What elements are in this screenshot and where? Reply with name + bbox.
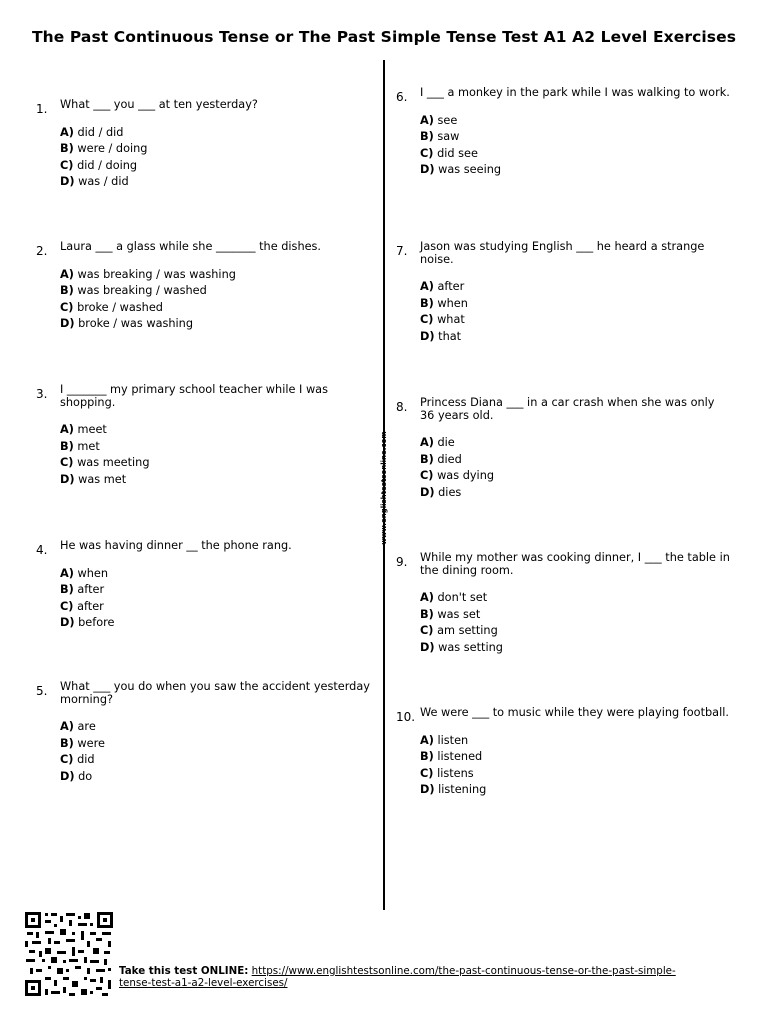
question-text: Laura ___ a glass while she _______ the dishes. bbox=[60, 240, 322, 253]
question-text: He was having dinner __ the phone rang. bbox=[60, 539, 292, 552]
question-number: 1. bbox=[36, 102, 48, 116]
question-text: What ___ you ___ at ten yesterday? bbox=[60, 98, 258, 111]
option-b[interactable]: B) listened bbox=[420, 750, 483, 763]
question-number: 6. bbox=[396, 90, 408, 104]
question-number: 3. bbox=[36, 387, 48, 401]
option-d[interactable]: D) dies bbox=[420, 485, 462, 499]
question-text: While my mother was cooking dinner, I ___ the table in the dining room. bbox=[420, 551, 730, 577]
question-number: 2. bbox=[36, 244, 48, 258]
option-b[interactable]: B) saw bbox=[420, 130, 460, 143]
question-2 bbox=[36, 240, 370, 333]
question-1 bbox=[36, 98, 370, 191]
question-number: 4. bbox=[36, 543, 48, 557]
question-8 bbox=[396, 396, 730, 501]
option-a[interactable]: A) was breaking / was washing bbox=[60, 267, 236, 281]
option-d[interactable]: D) was met bbox=[60, 472, 127, 486]
option-b[interactable]: B) was set bbox=[420, 607, 481, 621]
option-c[interactable]: C) am setting bbox=[420, 624, 498, 637]
side-website-link: www.englishtestsonline.com bbox=[380, 431, 388, 545]
option-c[interactable]: C) broke / washed bbox=[60, 300, 163, 314]
option-c[interactable]: C) did bbox=[60, 753, 95, 766]
option-d[interactable]: D) was / did bbox=[60, 175, 129, 188]
option-b[interactable]: B) were / doing bbox=[60, 142, 148, 155]
option-c[interactable]: C) did see bbox=[420, 146, 478, 160]
question-text: Princess Diana ___ in a car crash when she was only 36 years old. bbox=[420, 396, 715, 422]
option-b[interactable]: B) after bbox=[60, 583, 105, 596]
option-a[interactable]: A) did / did bbox=[60, 125, 124, 139]
option-c[interactable]: C) was meeting bbox=[60, 456, 150, 469]
option-a[interactable]: A) listen bbox=[420, 733, 469, 747]
option-b[interactable]: B) was breaking / washed bbox=[60, 284, 207, 297]
question-text: I ___ a monkey in the park while I was walking to work. bbox=[420, 86, 730, 99]
option-a[interactable]: A) die bbox=[420, 436, 455, 449]
question-text: We were ___ to music while they were playing football. bbox=[420, 706, 729, 719]
option-b[interactable]: B) were bbox=[60, 736, 105, 750]
question-5 bbox=[36, 680, 370, 785]
option-a[interactable]: A) meet bbox=[60, 423, 107, 436]
question-9 bbox=[396, 551, 730, 656]
test-url-link[interactable]: https://www.englishtestsonline.com/the-past-continuous-tense-or-the-past-simple-tense-test-a1-a2-level-exercises/ bbox=[119, 965, 676, 989]
option-c[interactable]: C) listens bbox=[420, 766, 474, 780]
question-10 bbox=[396, 706, 730, 799]
option-d[interactable]: D) before bbox=[60, 616, 115, 629]
question-4 bbox=[36, 539, 370, 632]
question-number: 8. bbox=[396, 400, 408, 414]
footer-label: Take this test ONLINE: bbox=[119, 965, 249, 977]
qr-code-icon[interactable] bbox=[24, 911, 114, 997]
option-a[interactable]: A) don't set bbox=[420, 591, 488, 604]
question-number: 5. bbox=[36, 684, 48, 698]
option-d[interactable]: D) listening bbox=[420, 783, 487, 796]
option-a[interactable]: A) when bbox=[60, 566, 109, 580]
question-number: 9. bbox=[396, 555, 408, 569]
option-d[interactable]: D) broke / was washing bbox=[60, 317, 194, 330]
option-b[interactable]: B) met bbox=[60, 439, 100, 453]
question-6 bbox=[396, 86, 730, 179]
option-a[interactable]: A) see bbox=[420, 113, 458, 127]
question-text: What ___ you do when you saw the accident yesterday morning? bbox=[60, 680, 370, 706]
option-a[interactable]: A) after bbox=[420, 280, 465, 293]
option-d[interactable]: D) was setting bbox=[420, 640, 503, 654]
question-3 bbox=[36, 383, 370, 488]
option-d[interactable]: D) that bbox=[420, 329, 462, 343]
question-number: 10. bbox=[396, 710, 416, 724]
page-title: The Past Continuous Tense or The Past Simple Tense Test A1 A2 Level Exercises bbox=[31, 28, 737, 46]
option-b[interactable]: B) when bbox=[420, 296, 468, 310]
question-text: I _______ my primary school teacher while I was shopping. bbox=[60, 383, 328, 409]
option-d[interactable]: D) do bbox=[60, 769, 93, 783]
question-text: Jason was studying English ___ he heard a strange noise. bbox=[420, 240, 705, 266]
option-c[interactable]: C) after bbox=[60, 599, 104, 613]
option-c[interactable]: C) what bbox=[420, 313, 465, 326]
option-a[interactable]: A) are bbox=[60, 720, 96, 733]
option-d[interactable]: D) was seeing bbox=[420, 163, 502, 176]
option-c[interactable]: C) was dying bbox=[420, 469, 495, 482]
option-b[interactable]: B) died bbox=[420, 452, 462, 466]
online-test-footer bbox=[119, 965, 699, 989]
question-7 bbox=[396, 240, 730, 345]
question-number: 7. bbox=[396, 244, 408, 258]
option-c[interactable]: C) did / doing bbox=[60, 158, 138, 172]
